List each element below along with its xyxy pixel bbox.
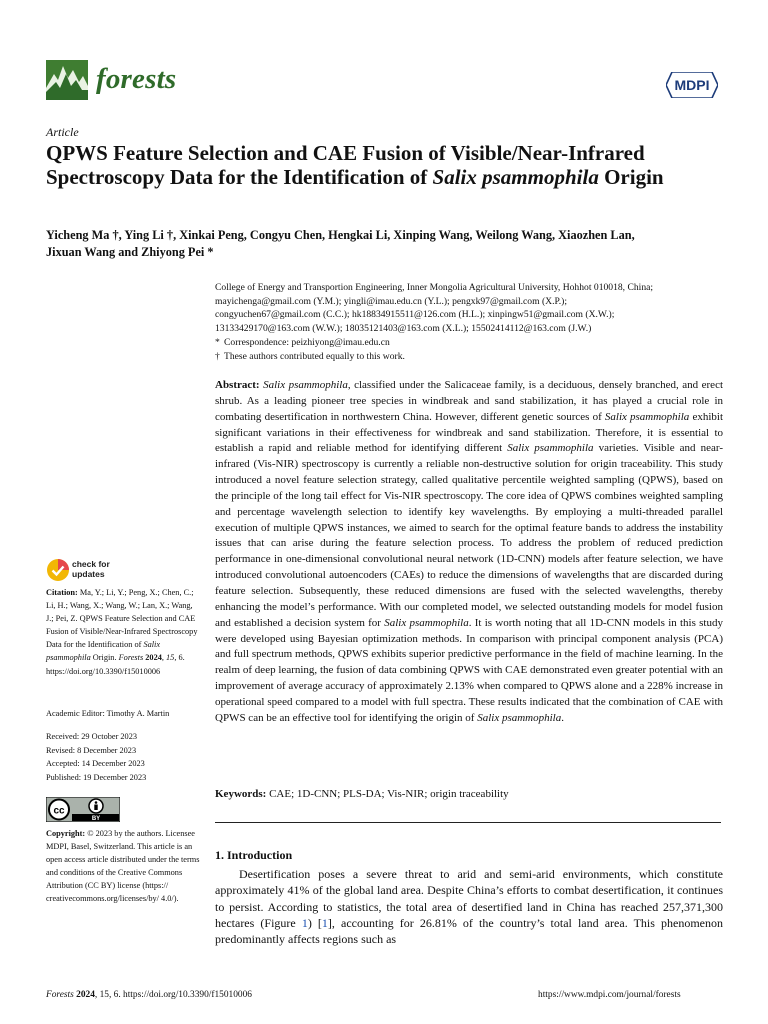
published-date: Published: 19 December 2023 xyxy=(46,773,147,783)
section-divider xyxy=(215,822,721,823)
revised-date: Revised: 8 December 2023 xyxy=(46,745,137,755)
svg-text:cc: cc xyxy=(53,805,65,817)
citation-year: 2024 xyxy=(145,653,162,663)
citation-link[interactable]: 1 xyxy=(321,915,328,930)
check-updates-icon xyxy=(46,558,70,582)
citation-text: Ma, Y.; Li, Y.; Peng, X.; Chen, C.; Li, H.; Wang, X.; Wang, W.; Lan, X.; Wang, J.; Pei, Z. QPWS Feature Selection and CAE Fusion of Visible/Near-Infrared Spectroscopy Data for the Identification of xyxy=(46,588,198,650)
cc-by-license-icon[interactable] xyxy=(46,797,120,822)
abstract-text: . xyxy=(561,711,564,724)
abstract-text: , classified under the Salicaceae family, is a deciduous, densely branched, and erect shrub. As a leading pioneer tree species in windbreak and sand stabilization, it has played a crucial role in combating desertification in northwestern China. However, different genetic sources of xyxy=(215,379,724,423)
article-dates xyxy=(46,730,200,785)
accepted-date: Accepted: 14 December 2023 xyxy=(46,759,145,769)
introduction-paragraph xyxy=(215,866,723,947)
article-type: Article xyxy=(46,125,79,139)
copyright-notice xyxy=(46,827,200,906)
affiliation-line: College of Energy and Transportion Engineering, Inner Mongolia Agricultural University, Hohhot 010018, China; xyxy=(215,282,654,293)
correspondence-note xyxy=(215,336,725,350)
section-heading: 1. Introduction xyxy=(215,848,293,862)
publisher-name: MDPI xyxy=(674,77,710,93)
affiliation-line: mayichenga@gmail.com (Y.M.); yingli@imau.edu.cn (Y.L.); pengxk97@gmail.com (X.P.); xyxy=(215,295,568,307)
species-name: Salix psammophila xyxy=(263,379,348,391)
species-name: Salix psammophila xyxy=(46,640,161,663)
citation-text: Origin. xyxy=(90,653,119,663)
dagger-symbol: † xyxy=(215,350,220,362)
abstract xyxy=(215,378,723,727)
affiliations xyxy=(215,281,725,363)
license-by-label: BY xyxy=(91,816,101,822)
article-title xyxy=(46,141,736,189)
title-text-end: Origin xyxy=(598,165,664,189)
affiliation-line: congyuchen67@gmail.com (C.C.); hk18834915511@126.com (H.L.); xinpingw51@gmail.com (X.W.); xyxy=(215,309,615,321)
species-name: Salix psammophila xyxy=(477,711,562,724)
title-text: QPWS Feature Selection and CAE Fusion of Visible/Near-Infrared Spectroscopy Data for the Identification of xyxy=(46,141,645,189)
citation-label: Citation: xyxy=(46,588,78,597)
check-for-updates-button[interactable] xyxy=(46,558,136,584)
keywords-label: Keywords: xyxy=(215,788,267,800)
check-updates-label xyxy=(72,559,110,579)
authors-line-2: Jixuan Wang and Zhiyong Pei * xyxy=(46,245,214,259)
citation-journal: Forests xyxy=(118,653,144,663)
asterisk-symbol: * xyxy=(215,336,220,348)
journal-name: forests xyxy=(96,63,177,95)
figure-link[interactable]: 1 xyxy=(301,915,308,930)
check-updates-line: check for xyxy=(72,559,110,569)
intro-text: ) [ xyxy=(307,915,322,930)
correspondence-text[interactable]: Correspondence: peizhiyong@imau.edu.cn xyxy=(224,336,390,348)
citation-doi[interactable]: , 6. https://doi.org/10.3390/f15010006 xyxy=(46,653,185,676)
equal-contribution-text: These authors contributed equally to this work. xyxy=(224,350,405,362)
academic-editor: Academic Editor: Timothy A. Martin xyxy=(46,709,170,718)
species-name: Salix psammophila xyxy=(507,442,594,455)
abstract-label: Abstract: xyxy=(215,379,260,391)
intro-text: ], accounting for 26.81% of the country’s total land area. This phenomenon predominantly affects regions such as xyxy=(215,915,723,947)
species-name: Salix psammophila xyxy=(604,410,690,423)
authors-line-1: Yicheng Ma †, Ying Li †, Xinkai Peng, Congyu Chen, Hengkai Li, Xinping Wang, Weilong Wang, Xiaozhen Lan, xyxy=(46,228,635,242)
intro-text: Desertification poses a severe threat to arid and semi-arid environments, which constitute approximately 41% of the global land area. Despite China’s efforts to combat desertification, it continues to persist. According to statistics, the total area of desertified land in China has reached 257,371,300 hectares (Figure xyxy=(215,867,723,930)
affiliation-line: 13133429170@163.com (W.W.); 18035121403@163.com (X.L.); 15502414112@163.com (J.W.) xyxy=(215,323,592,335)
species-name: Salix psammophila xyxy=(384,616,469,629)
abstract-text: varieties. Visible and near-infrared (Vis-NIR) spectroscopy is currently a reliable non-destructive solution for origin traceability. This study introduced a novel feature selection strategy, called qualitative percentile weighted sampling (QPWS), based on the principle of the long tail effect for Vis-NIR spectroscopy. The core idea of QPWS combines weighted sampling and percentage wavelength selection to identify key wavelengths. By employing a multi-threaded parallel execution of multiple QPWS instances, we aimed to search for the optimal feature bands to address the instability issues that can arise during the feature selection process. To address the problem of reduced prediction performance in one-dimensional convolutional neural network (1D-CNN) models after feature selection, we have introduced convolutional autoencoders (CAEs) to reduce the dimensions of wavelengths that are discarded during feature selection. Subsequently, these reduced dimensions are fused with the selected wavelengths, thereby enhancing the model’s performance. With our completed model, we selected outstanding models for model fusion and established a decision system for xyxy=(215,442,723,629)
footer-year: 2024 xyxy=(76,990,95,1000)
footer-journal: Forests xyxy=(46,990,74,1000)
copyright-text: © 2023 by the authors. Licensee MDPI, Basel, Switzerland. This article is an open access article distributed under the terms and conditions of the Creative Commons Attribution (CC BY) license (https:// creativecommons.org/licenses/by/ 4.0/). xyxy=(46,829,200,904)
keywords-text: CAE; 1D-CNN; PLS-DA; Vis-NIR; origin traceability xyxy=(269,788,509,800)
abstract-text: exhibit significant variations in their effectiveness for windbreak and sand stabilization. Therefore, it is essential to establish a rapid and reliable method for identifying different xyxy=(215,410,723,455)
received-date: Received: 29 October 2023 xyxy=(46,732,138,741)
citation-block: Citation: Ma, Y.; Li, Y.; Peng, X.; Chen, C.; Li, H.; Wang, X.; Wang, W.; Lan, X.; Wang, J.; Pei, Z. QPWS Feature Selection and CAE Fusion of Visible/Near-Infrared Spectroscopy Data for the Identification of Salix psammophila Origin. Forests 2024, 15, 6. https://doi.org/10.3390/f15010006 xyxy=(46,588,198,676)
citation-volume: 15 xyxy=(166,653,175,663)
mdpi-logo-icon xyxy=(666,72,718,98)
abstract-text: . It is worth noting that all 1D-CNN models in this study were developed using Bayesian optimization methods. In comparison with principal component analysis (PCA) and full spectrum methods, QPWS exhibits superior predictive performance in the field of machine learning. In the realm of deep learning, the fusion of data combining QPWS with CAE demonstrated even greater potential with an improvement of average accuracy of approximately 2.13% when compared to QPWS alone and a 228% increase in operational speed compared to a model with full spectra. These results indicated that the combination of CAE with QPWS can be an effective tool for identifying the origin of xyxy=(215,616,723,724)
author-list xyxy=(46,227,736,261)
footer-doi[interactable]: , 15, 6. https://doi.org/10.3390/f15010006 xyxy=(94,990,252,1000)
forests-logo-icon xyxy=(46,60,88,100)
equal-contribution-note xyxy=(215,350,725,364)
footer-citation xyxy=(46,990,252,1000)
title-species: Salix psammophila xyxy=(432,165,599,189)
footer-journal-url[interactable]: https://www.mdpi.com/journal/forests xyxy=(538,990,681,1000)
copyright-label: Copyright: xyxy=(46,829,86,838)
keywords xyxy=(215,788,723,800)
check-updates-line: updates xyxy=(72,569,105,579)
